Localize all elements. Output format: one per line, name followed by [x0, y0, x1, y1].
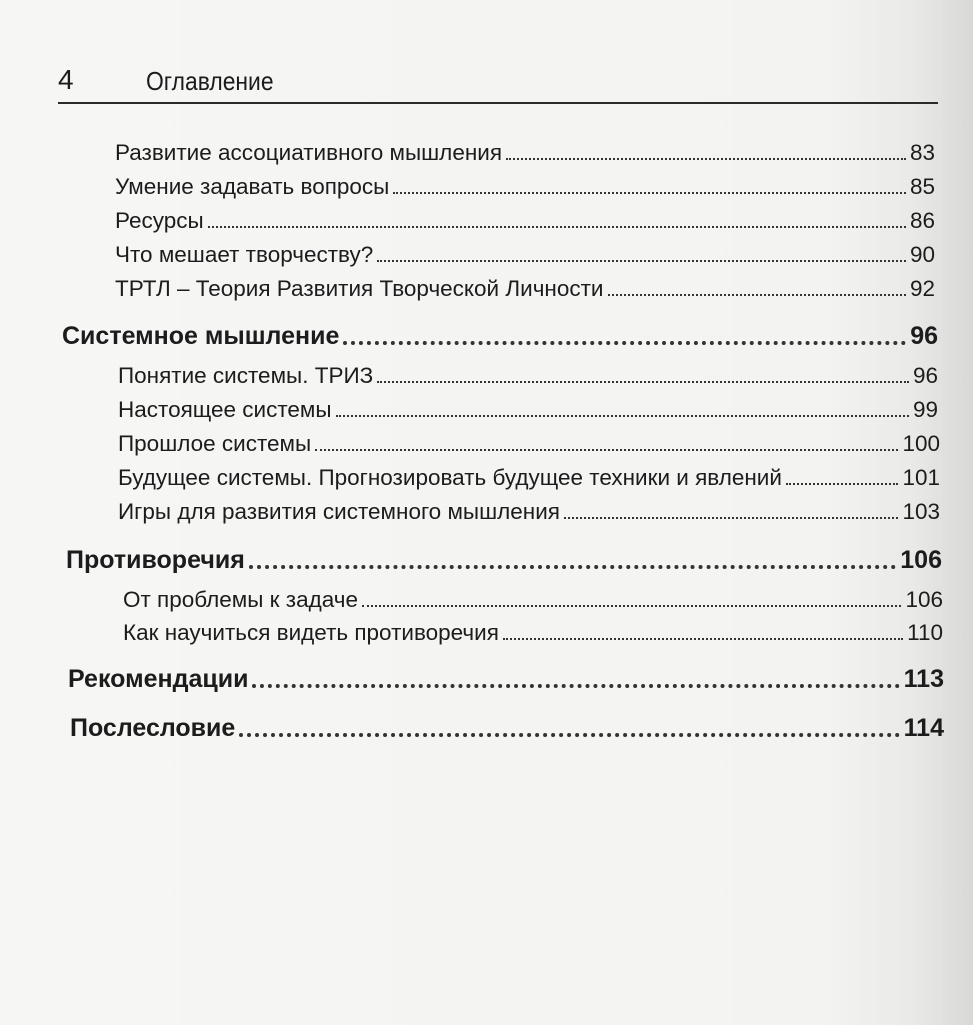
toc-entry[interactable]: От проблемы к задаче 106	[123, 587, 943, 612]
toc-entry[interactable]: Игры для развития системного мышления 103	[118, 499, 940, 524]
dot-leader	[786, 483, 899, 485]
toc-section[interactable]: Послесловие 114	[70, 714, 944, 742]
toc-entry[interactable]: Умение задавать вопросы 85	[115, 174, 935, 199]
dot-leader	[377, 260, 906, 262]
toc-entry[interactable]: Развитие ассоциативного мышления 83	[115, 140, 935, 165]
page-title: Оглавление	[146, 66, 274, 96]
toc-section[interactable]: Противоречия 106	[66, 546, 942, 574]
dot-leader	[239, 733, 899, 737]
page-header	[58, 62, 938, 104]
dot-leader	[208, 226, 906, 228]
toc-entry[interactable]: Будущее системы. Прогнозировать будущее техники и явлений 101	[118, 465, 940, 490]
toc-entry[interactable]: Прошлое системы 100	[118, 431, 940, 456]
toc-entry[interactable]: Что мешает творчеству? 90	[115, 242, 935, 267]
page-number: 4	[58, 64, 74, 95]
dot-leader	[362, 605, 901, 607]
dot-leader	[249, 565, 896, 569]
dot-leader	[506, 158, 906, 160]
dot-leader	[315, 449, 898, 451]
toc-entry[interactable]: Как научиться видеть противоречия 110	[123, 620, 943, 645]
toc-entry[interactable]: Ресурсы 86	[115, 208, 935, 233]
toc-entry[interactable]: Понятие системы. ТРИЗ 96	[118, 363, 938, 388]
toc-entry[interactable]: ТРТЛ – Теория Развития Творческой Личности 92	[115, 276, 935, 301]
toc-section[interactable]: Системное мышление 96	[62, 322, 938, 350]
dot-leader	[503, 638, 903, 640]
dot-leader	[377, 381, 909, 383]
dot-leader	[252, 684, 899, 688]
toc-entry[interactable]: Настоящее системы 99	[118, 397, 938, 422]
dot-leader	[343, 341, 906, 345]
dot-leader	[393, 192, 906, 194]
dot-leader	[608, 294, 906, 296]
dot-leader	[564, 517, 898, 519]
dot-leader	[336, 415, 909, 417]
toc-section[interactable]: Рекомендации 113	[68, 665, 944, 693]
